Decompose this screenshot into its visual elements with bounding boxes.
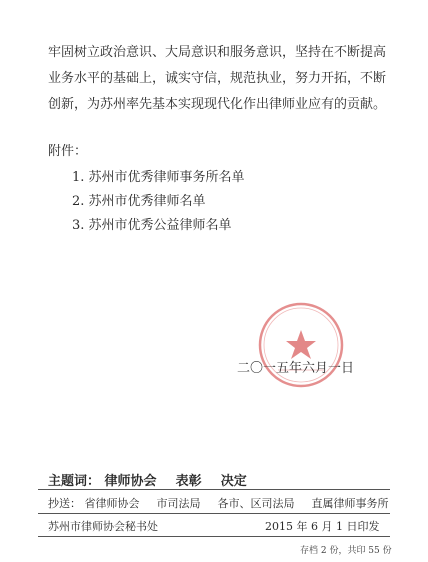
issuer: 苏州市律师协会秘书处 — [48, 520, 158, 533]
subject-terms — [48, 470, 247, 489]
paragraph-line-1: 牢固树立政治意识、大局意识和服务意识，坚持在不断提高 — [48, 45, 387, 60]
footer-rule-top — [38, 489, 390, 490]
body-paragraph — [48, 40, 387, 118]
attachments-title: 附件： — [48, 144, 88, 159]
issue-date: 2015 年 6 月 1 日印发 — [265, 520, 380, 533]
footer-rule-bottom — [38, 536, 390, 537]
subject-term-2: 表彰 — [175, 474, 202, 489]
cc-label: 抄送： — [48, 497, 81, 510]
cc-list — [48, 495, 389, 511]
cc-item-2: 市司法局 — [156, 497, 201, 510]
official-seal-icon — [256, 300, 346, 390]
paragraph-line-2: 业务水平的基础上，诚实守信，规范执业，努力开拓，不断 — [48, 71, 387, 86]
copies-note: 存档 2 份，共印 55 份 — [300, 546, 392, 556]
paragraph-line-3: 创新，为苏州率先基本实现现代化作出律师业应有的贡献。 — [48, 97, 387, 112]
attachment-item-3: 3. 苏州市优秀公益律师名单 — [72, 218, 232, 233]
cc-item-1: 省律师协会 — [84, 497, 140, 510]
attachment-item-1: 1. 苏州市优秀律师事务所名单 — [72, 170, 245, 185]
subject-term-1: 律师协会 — [104, 474, 157, 489]
subject-term-3: 决定 — [220, 474, 247, 489]
subject-label: 主题词： — [48, 474, 101, 489]
cc-item-3: 各市、区司法局 — [217, 497, 295, 510]
cc-item-4: 直属律师事务所 — [311, 497, 389, 510]
attachment-item-2: 2. 苏州市优秀律师名单 — [72, 194, 206, 209]
footer-rule-middle — [38, 513, 390, 514]
document-date: 二〇一五年六月一日 — [237, 361, 355, 376]
